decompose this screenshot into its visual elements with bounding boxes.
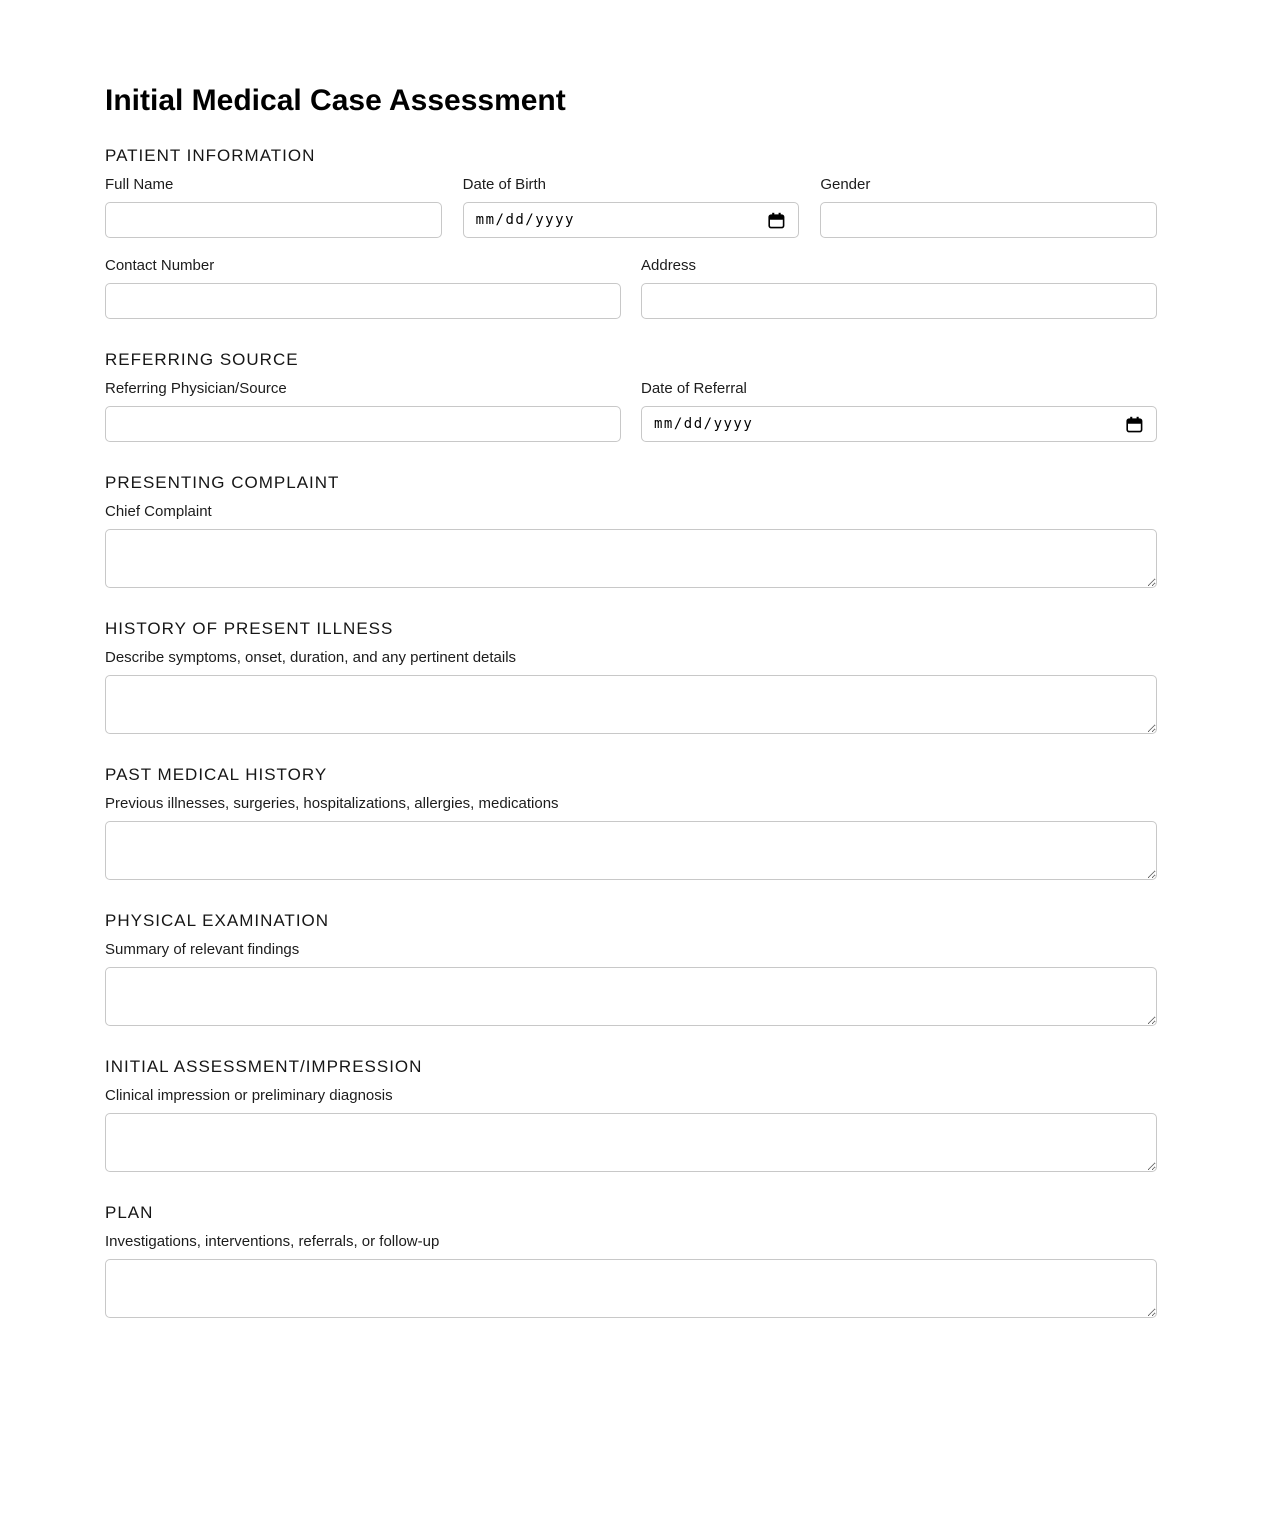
date-of-referral-field [641, 380, 1157, 442]
date-of-birth-field [463, 176, 800, 238]
section-heading: PHYSICAL EXAMINATION [105, 911, 330, 930]
section-initial-assessment [105, 1057, 1157, 1172]
section-physical-examination [105, 911, 1157, 1026]
date-of-referral-input[interactable] [641, 406, 1157, 442]
date-of-birth-label: Date of Birth [462, 176, 547, 193]
section-heading: PLAN [105, 1203, 154, 1222]
referring-physician-field [105, 380, 621, 442]
initial-assessment-textarea[interactable] [105, 1113, 1157, 1172]
full-name-input[interactable] [105, 202, 442, 238]
section-heading: HISTORY OF PRESENT ILLNESS [105, 619, 394, 638]
full-name-label: Full Name [105, 176, 174, 193]
initial-assessment-label: Clinical impression or preliminary diagnosis [105, 1087, 393, 1104]
calendar-icon[interactable] [1124, 414, 1144, 434]
referring-physician-label: Referring Physician/Source [105, 380, 287, 397]
page-title: Initial Medical Case Assessment [105, 84, 566, 117]
date-of-referral-placeholder: mm/dd/yyyy [654, 416, 754, 432]
date-of-birth-placeholder: mm/dd/yyyy [475, 212, 575, 228]
section-presenting-complaint [105, 473, 1157, 588]
section-heading: PATIENT INFORMATION [105, 146, 316, 165]
gender-input[interactable] [820, 202, 1157, 238]
past-medical-history-textarea[interactable] [105, 821, 1157, 880]
section-history-of-present-illness [105, 619, 1157, 734]
calendar-icon[interactable] [766, 210, 786, 230]
full-name-field [105, 176, 442, 238]
address-input[interactable] [641, 283, 1157, 319]
section-patient-information [105, 146, 1157, 319]
address-field [641, 257, 1157, 319]
gender-field [820, 176, 1157, 238]
plan-label: Investigations, interventions, referrals, or follow-up [105, 1233, 440, 1250]
physical-examination-textarea[interactable] [105, 967, 1157, 1026]
section-heading: INITIAL ASSESSMENT/IMPRESSION [105, 1057, 423, 1076]
history-of-present-illness-label: Describe symptoms, onset, duration, and any pertinent details [105, 649, 517, 666]
contact-number-input[interactable] [105, 283, 621, 319]
date-of-referral-label: Date of Referral [641, 380, 747, 397]
section-plan [105, 1203, 1157, 1318]
contact-number-label: Contact Number [105, 257, 215, 274]
address-label: Address [641, 257, 697, 274]
past-medical-history-label: Previous illnesses, surgeries, hospitalizations, allergies, medications [105, 795, 559, 812]
section-heading: PAST MEDICAL HISTORY [105, 765, 328, 784]
section-referring-source [105, 350, 1157, 442]
chief-complaint-textarea[interactable] [105, 529, 1157, 588]
history-of-present-illness-textarea[interactable] [105, 675, 1157, 734]
contact-number-field [105, 257, 621, 319]
plan-textarea[interactable] [105, 1259, 1157, 1318]
physical-examination-label: Summary of relevant findings [105, 941, 300, 958]
date-of-birth-input[interactable] [463, 202, 800, 238]
form-page [105, 0, 1157, 1318]
section-heading: REFERRING SOURCE [105, 350, 299, 369]
chief-complaint-label: Chief Complaint [105, 503, 212, 520]
section-heading: PRESENTING COMPLAINT [105, 473, 340, 492]
gender-label: Gender [820, 176, 871, 193]
referring-physician-input[interactable] [105, 406, 621, 442]
section-past-medical-history [105, 765, 1157, 880]
